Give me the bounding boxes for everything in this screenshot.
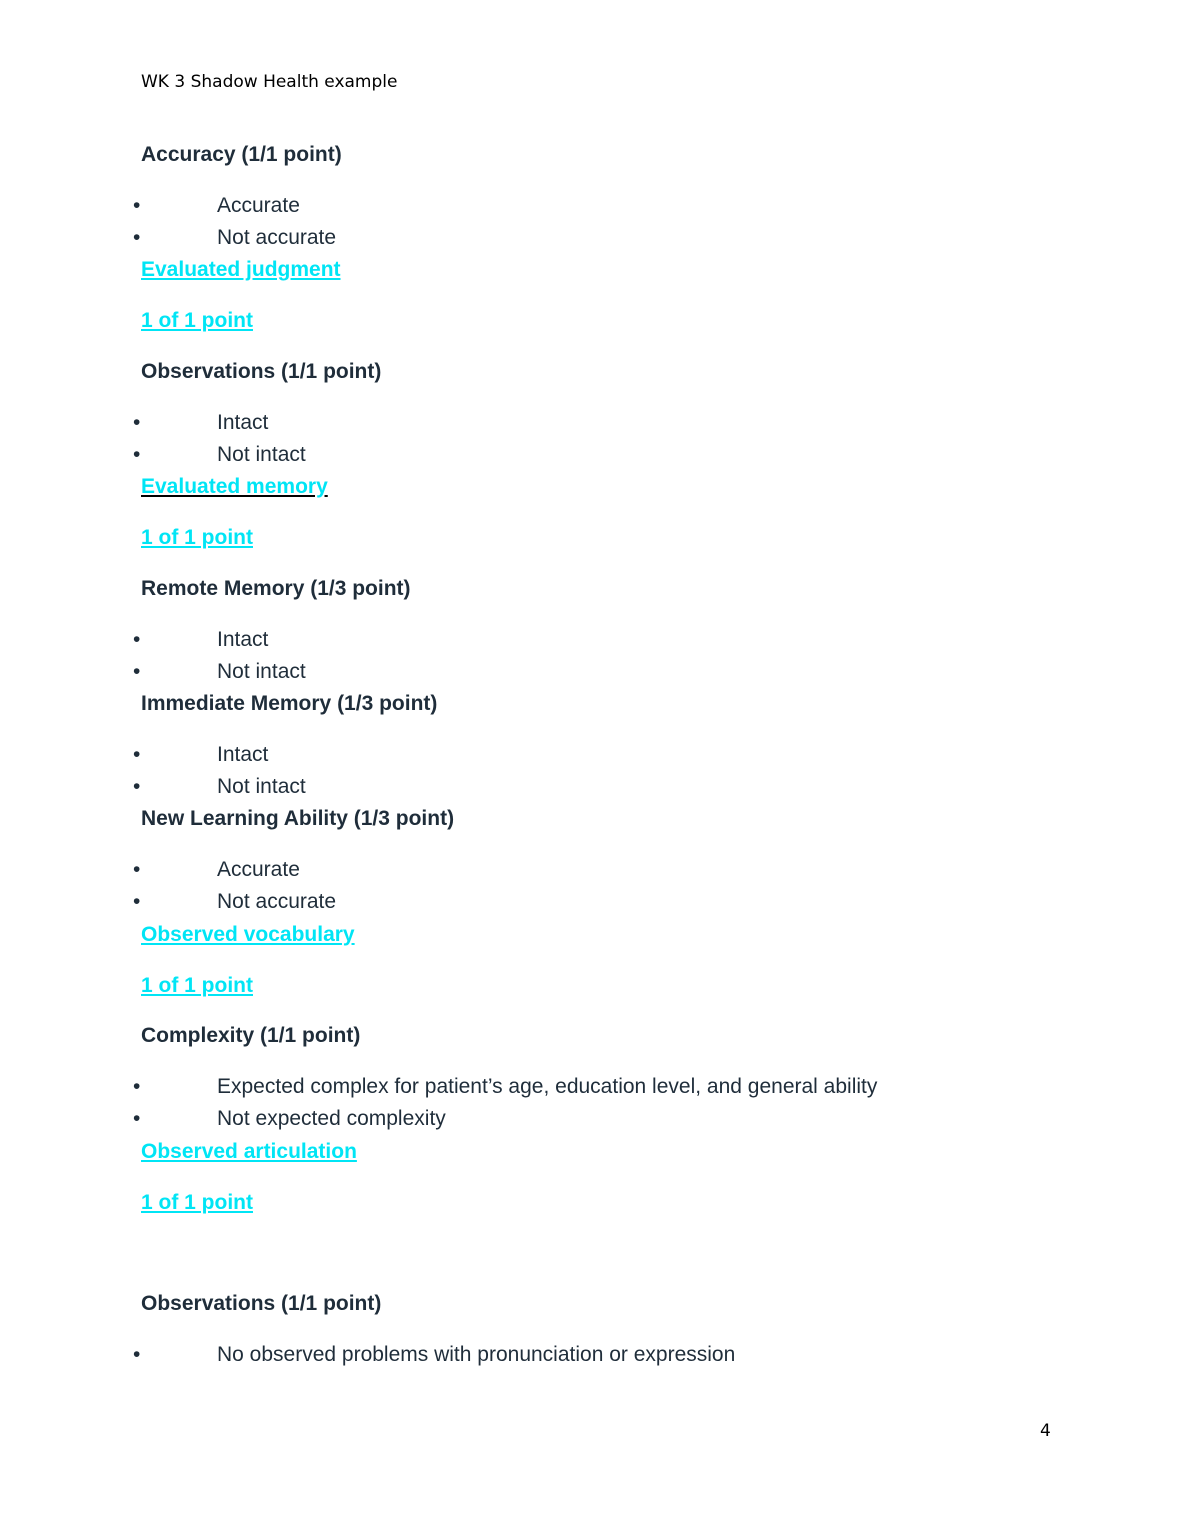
list-item: • Intact xyxy=(133,411,269,434)
bullet-icon: • xyxy=(133,411,141,434)
bullet-icon: • xyxy=(133,226,141,249)
score-link[interactable]: 1 of 1 point xyxy=(141,526,253,549)
bullet-icon: • xyxy=(133,743,141,766)
score-link[interactable]: 1 of 1 point xyxy=(141,1191,253,1214)
criterion-link[interactable]: Observed vocabulary xyxy=(141,923,355,946)
bullet-icon: • xyxy=(133,628,141,651)
list-item: • Accurate xyxy=(133,194,300,217)
list-item: • No observed problems with pronunciation or expression xyxy=(133,1343,736,1366)
bullet-icon: • xyxy=(133,194,141,217)
criterion-link[interactable]: Evaluated judgment xyxy=(141,258,341,281)
section-heading: New Learning Ability (1/3 point) xyxy=(141,807,455,830)
bullet-icon: • xyxy=(133,443,141,466)
list-item: • Not accurate xyxy=(133,890,337,913)
bullet-icon: • xyxy=(133,775,141,798)
bullet-icon: • xyxy=(133,1107,141,1130)
section-heading: Complexity (1/1 point) xyxy=(141,1024,361,1047)
list-item: • Not expected complexity xyxy=(133,1107,446,1130)
section-heading: Remote Memory (1/3 point) xyxy=(141,577,411,600)
list-item: • Not intact xyxy=(133,775,306,798)
list-item: • Intact xyxy=(133,743,269,766)
section-heading: Observations (1/1 point) xyxy=(141,360,382,383)
list-item: • Accurate xyxy=(133,858,300,881)
bullet-icon: • xyxy=(133,1075,141,1098)
list-item: • Expected complex for patient’s age, education level, and general ability xyxy=(133,1075,878,1098)
list-item: • Not intact xyxy=(133,660,306,683)
bullet-icon: • xyxy=(133,1343,141,1366)
criterion-link[interactable]: Evaluated memory xyxy=(141,475,328,498)
running-header: WK 3 Shadow Health example xyxy=(141,72,398,92)
list-item: • Not accurate xyxy=(133,226,337,249)
criterion-link[interactable]: Observed articulation xyxy=(141,1140,357,1163)
score-link[interactable]: 1 of 1 point xyxy=(141,974,253,997)
section-heading: Immediate Memory (1/3 point) xyxy=(141,692,438,715)
list-item: • Not intact xyxy=(133,443,306,466)
bullet-icon: • xyxy=(133,660,141,683)
score-link[interactable]: 1 of 1 point xyxy=(141,309,253,332)
section-heading: Observations (1/1 point) xyxy=(141,1292,382,1315)
bullet-icon: • xyxy=(133,858,141,881)
list-item: • Intact xyxy=(133,628,269,651)
section-heading: Accuracy (1/1 point) xyxy=(141,143,342,166)
page-number: 4 xyxy=(1040,1421,1051,1441)
bullet-icon: • xyxy=(133,890,141,913)
